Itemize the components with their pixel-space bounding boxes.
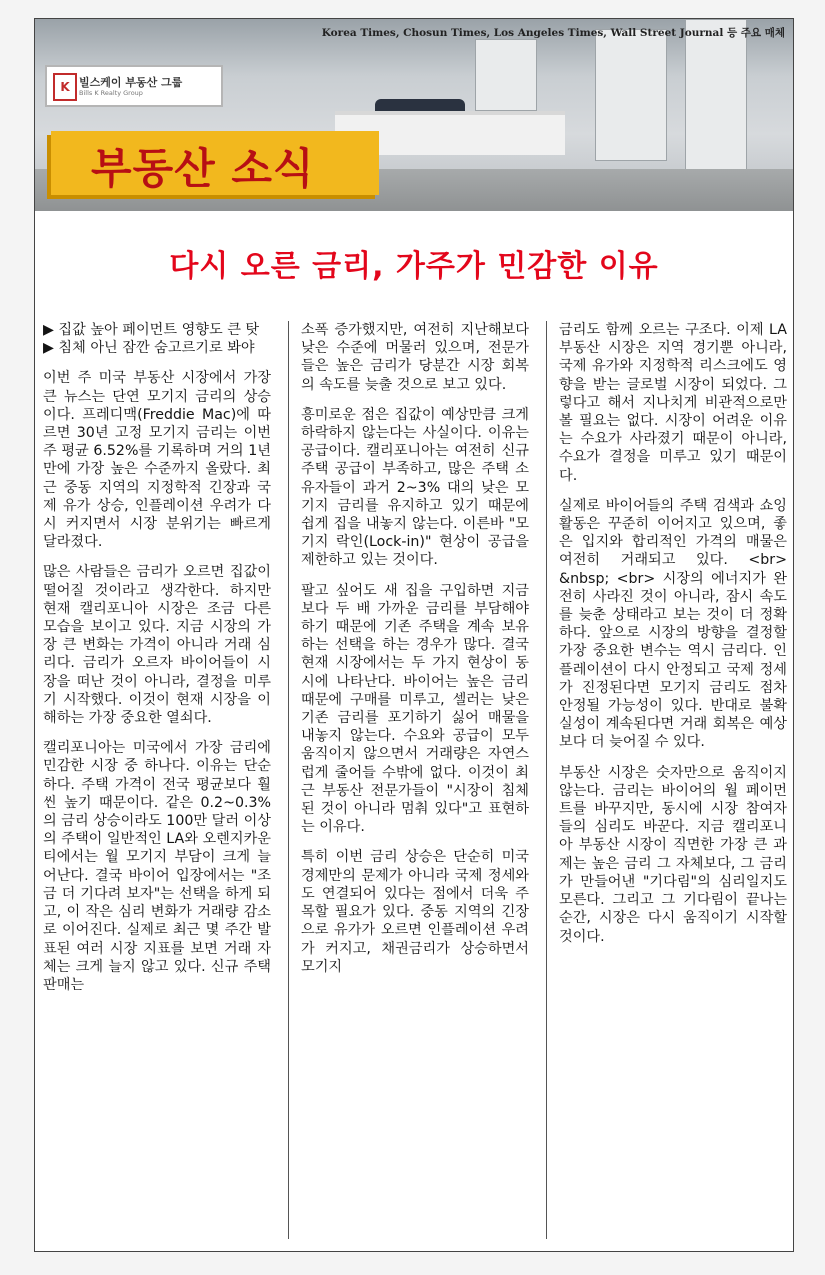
section-title: 부동산 소식 <box>91 144 315 193</box>
header-banner <box>35 19 793 211</box>
shelf-decor <box>475 39 537 111</box>
shelf-decor <box>595 29 667 161</box>
article-column-2 <box>301 321 529 988</box>
logo-tagline: Bills K Realty Group <box>79 89 143 97</box>
article-paragraph: 이번 주 미국 부동산 시장에서 가장 큰 뉴스는 단연 모기지 금리의 상승이다. 프레디맥(Freddie Mac)에 따르면 30년 고정 모기지 금리는 이번 주 평균 6.52%를 기록하며 거의 1년 만에 가장 높은 수준까지 올랐다. 최근 중동 지역의 지정학적 긴장과 국제 유가 상승, 인플레이션 우려가 다시 커지면서 시장 분위기는 빠르게 달라졌다. <box>43 370 271 551</box>
column-divider <box>546 321 547 1239</box>
article-paragraph: 소폭 증가했지만, 여전히 지난해보다 낮은 수준에 머물러 있으며, 전문가들은 높은 금리가 당분간 시장 회복의 속도를 늦출 것으로 보고 있다. <box>301 322 529 393</box>
article-paragraph: 실제로 바이어들의 주택 검색과 쇼잉 활동은 꾸준히 이어지고 있으며, 좋은 입지와 합리적인 가격의 매물은 여전히 거래되고 있다. <br> &nbsp; <br> 시장의 에너지가 완전히 사라진 것이 아니라, 잠시 속도를 늦춘 상태라고 보는 것이 더 정확하다. 앞으로 시장의 방향을 결정할 가장 중요한 변수는 역시 금리다. 인플레이션이 다시 안정되고 국제 정세가 진정된다면 모기지 금리도 점차 안정될 가능성이 있다. 반대로 불확실성이 계속된다면 거래 회복은 예상보다 더 늦어질 수 있다. <box>559 497 787 751</box>
article-paragraph: 부동산 시장은 숫자만으로 움직이지 않는다. 금리는 바이어의 월 페이먼트를 바꾸지만, 동시에 시장 참여자들의 심리도 바꾼다. 지금 캘리포니아 부동산 시장이 직면한 가장 큰 과제는 높은 금리 그 자체보다, 그 금리가 만들어낸 "기다림"의 심리일지도 모른다. 그리고 그 기다림이 끝나는 순간, 시장은 다시 움직이기 시작할 것이다. <box>559 764 787 945</box>
article-paragraph: 많은 사람들은 금리가 오르면 집값이 떨어질 것이라고 생각한다. 하지만 현재 캘리포니아 시장은 조금 다른 모습을 보이고 있다. 지금 시장의 가장 큰 변화는 가격이 아니라 거래 심리다. 금리가 오르자 바이어들이 시장을 떠난 것이 아니라, 결정을 미루기 시작했다. 이것이 현재 시장을 이해하는 가장 중요한 열쇠다. <box>43 564 271 727</box>
newspaper-page <box>34 18 794 1252</box>
article-paragraph: 금리도 함께 오르는 구조다. 이제 LA 부동산 시장은 지역 경기뿐 아니라, 국제 유가와 지정학적 리스크에도 영향을 받는 글로벌 시장이 되었다. 그렇다고 해서 지나치게 비관적으로만 볼 필요는 없다. 시장이 어려운 이유는 수요가 사라졌기 때문이 아니라, 수요가 결정을 미루고 있기 때문이다. <box>559 322 787 484</box>
article-paragraph: 캘리포니아는 미국에서 가장 금리에 민감한 시장 중 하나다. 이유는 단순하다. 주택 가격이 전국 평균보다 훨씬 높기 때문이다. 같은 0.2~0.3%의 금리 상승이라도 100만 달러 이상의 주택이 일반적인 LA와 오렌지카운티에서는 월 모기지 부담이 크게 늘어난다. 결국 바이어 입장에서는 "조금 더 기다려 보자"는 선택을 하게 되고, 이 작은 심리 변화가 거래량 감소로 이어진다. 실제로 최근 몇 주간 발표된 여러 시장 지표를 보면 거래 자체는 크게 늘지 않고 있다. 신규 주택 판매는 <box>43 740 271 993</box>
logo-icon: K <box>53 73 77 101</box>
article-paragraph: ▶ 집값 높아 페이먼트 영향도 큰 탓 ▶ 침체 아닌 잠깐 숨고르기로 봐야 <box>43 322 260 357</box>
column-divider <box>288 321 289 1239</box>
logo-name: 빌스케이 부동산 그룹 <box>79 76 183 89</box>
article-column-1 <box>43 321 271 1006</box>
article-headline: 다시 오른 금리, 가주가 민감한 이유 <box>169 249 659 284</box>
source-line: Korea Times, Chosun Times, Los Angeles Times, Wall Street Journal 등 주요 매체 <box>321 27 785 39</box>
company-logo <box>45 65 223 107</box>
article-paragraph: 팔고 싶어도 새 집을 구입하면 지금보다 두 배 가까운 금리를 부담해야 하기 때문에 기존 주택을 계속 보유하는 선택을 하는 경우가 많다. 결국 현재 시장에서는 두 가지 현상이 동시에 나타난다. 바이어는 높은 금리 때문에 구매를 미루고, 셀러는 낮은 기존 금리를 포기하기 싫어 매물을 내놓지 않는다. 수요와 공급이 모두 움직이지 않으면서 거래량은 자연스럽게 줄어들 수밖에 없다. 이것이 최근 부동산 전문가들이 "시장이 침체된 것이 아니라 멈춰 있다"고 표현하는 이유다. <box>301 582 529 836</box>
article-paragraph: 흥미로운 점은 집값이 예상만큼 크게 하락하지 않는다는 사실이다. 이유는 공급이다. 캘리포니아는 여전히 신규 주택 공급이 부족하고, 많은 주택 소유자들이 과거 2~3% 대의 낮은 모기지 금리를 유지하고 있기 때문에 쉽게 집을 내놓지 않는다. 이른바 "모기지 락인(Lock-in)" 현상이 공급을 제한하고 있는 것이다. <box>301 406 529 569</box>
article-column-3 <box>559 321 787 958</box>
shelf-decor <box>685 19 747 181</box>
section-title-box <box>51 131 379 195</box>
article-paragraph: 특히 이번 금리 상승은 단순히 미국 경제만의 문제가 아니라 국제 정세와도 연결되어 있다는 점에서 더욱 주목할 필요가 있다. 중동 지역의 긴장으로 유가가 오르면 인플레이션 우려가 커지고, 채권금리가 상승하면서 모기지 <box>301 849 529 975</box>
